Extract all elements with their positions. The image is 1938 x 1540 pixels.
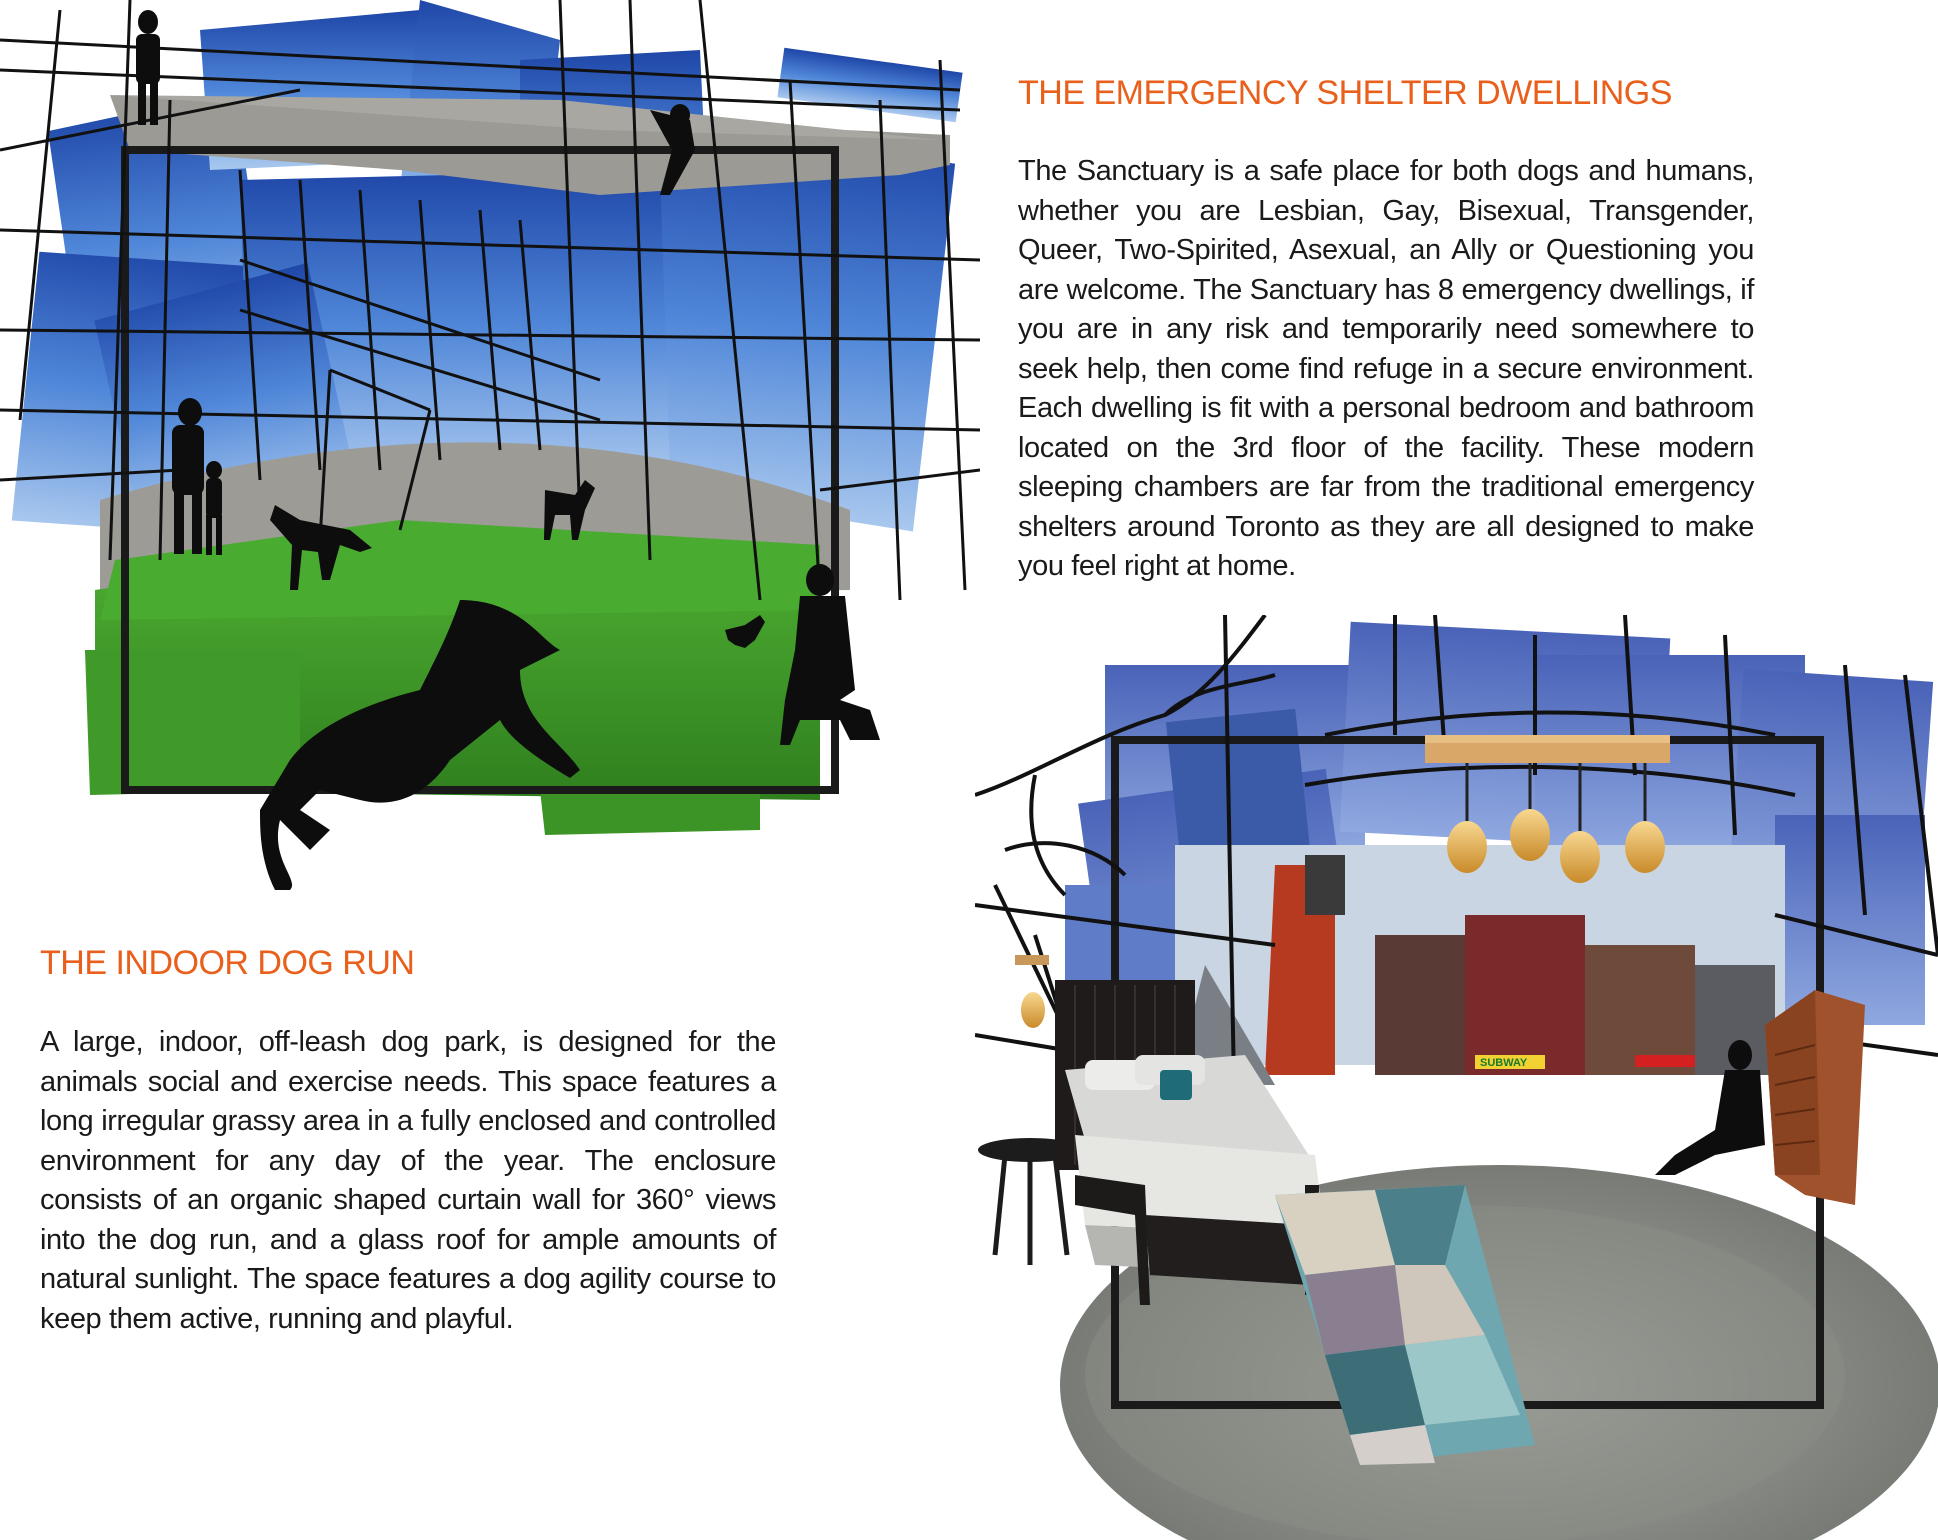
dog-run-collage-image (0, 0, 980, 900)
dog-run-body-text: A large, indoor, off-leash dog park, is designed for the animals social and exercise needs. This space features a long irregular grassy area in a fully enclosed and controlled environment for any day of the year. The enclosure consists of an organic shaped curtain wall for 360° views into the dog run, and a glass roof for ample amounts of natural sunlight. The space features a dog agility course to keep them active, running and playful. (40, 1026, 776, 1335)
bedroom-collage-image (975, 615, 1938, 1540)
shelter-body-text: The Sanctuary is a safe place for both dogs and humans, whether you are Lesbian, Gay, Bisexual, Transgender, Queer, Two-Spirited, Asexual, an Ally or Questioning you are welcome. The Sanctuary has 8 emergency dwellings, if you are in any risk and temporarily need somewhere to seek help, then come find refuge in a secure environment. Each dwelling is fit with a personal bedroom and bathroom located on the 3rd floor of the facility. These modern sleeping chambers are far from the traditional emergency shelters around Toronto as they are all designed to make you feel right at home. (1018, 155, 1754, 582)
shelter-heading: THE EMERGENCY SHELTER DWELLINGS (1018, 74, 1672, 112)
dog-run-heading: THE INDOOR DOG RUN (40, 944, 415, 982)
dresser (1765, 990, 1865, 1205)
city-street (1175, 845, 1785, 1085)
subway-sign-text: SUBWAY (1480, 1057, 1528, 1069)
